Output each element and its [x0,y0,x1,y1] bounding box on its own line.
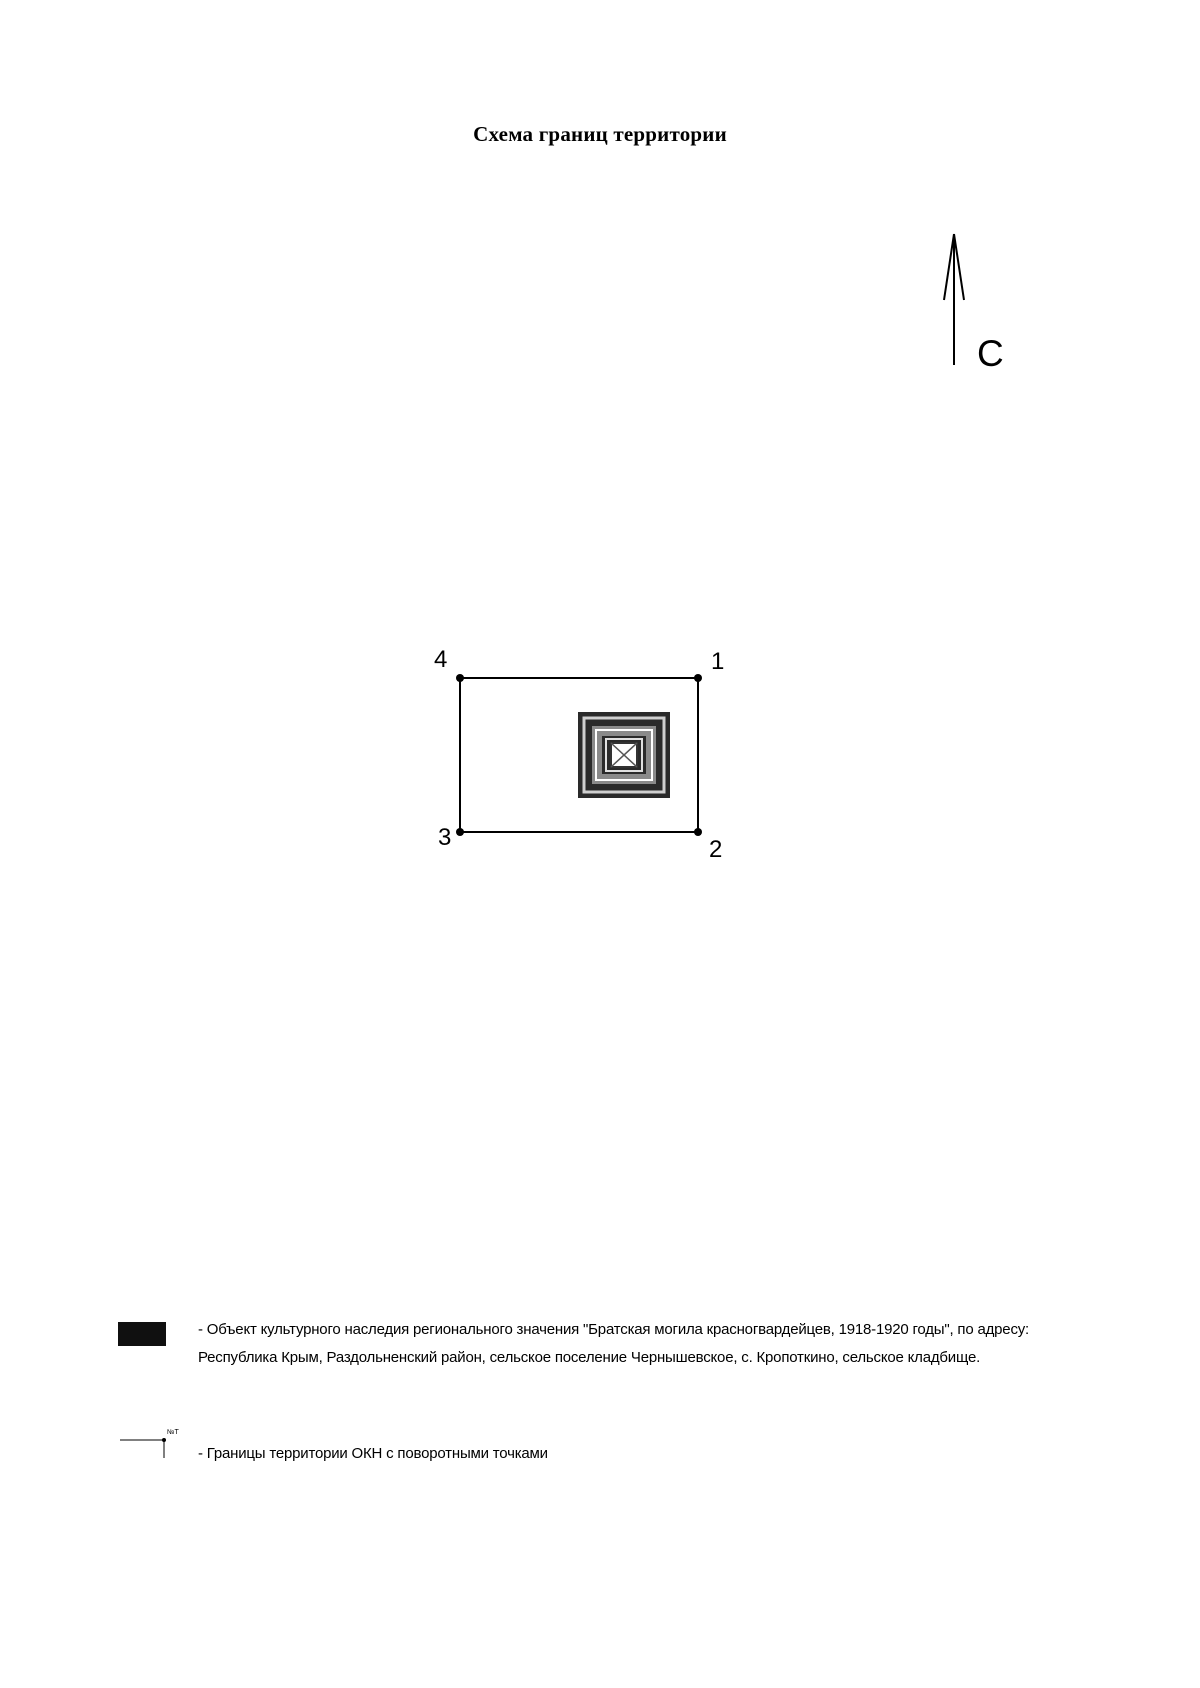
page-title: Схема границ территории [473,122,727,146]
north-arrow-icon [930,230,1020,374]
boundary-point-2 [694,828,702,836]
point-label-3: 3 [438,824,452,851]
territory-boundary-plan [420,640,723,870]
boundary-icon-label: №Т [167,1429,179,1436]
legend-item-boundary [118,1426,1098,1476]
boundary-point-4 [456,674,464,682]
point-label-1: 1 [711,648,725,675]
legend-object-text: - Объект культурного наследия регионального значения "Братская могила красногвардейцев, 1918-1920 годы", по адресу: Республика Крым, Раздольненский район, сельское поселение Чернышевское, с. Кропоткино, сельское кладбище. [198,1321,1030,1366]
boundary-point-1 [694,674,702,682]
point-label-2: 2 [709,836,723,863]
north-label: С [977,333,1004,374]
legend-object-swatch [118,1322,166,1346]
legend-item-object [118,1322,1098,1412]
boundary-line-icon [118,1426,188,1458]
legend-boundary-text: - Границы территории ОКН с поворотными точками [198,1445,548,1462]
monument-symbol [578,712,670,798]
boundary-point-3 [456,828,464,836]
point-label-4: 4 [434,646,448,673]
